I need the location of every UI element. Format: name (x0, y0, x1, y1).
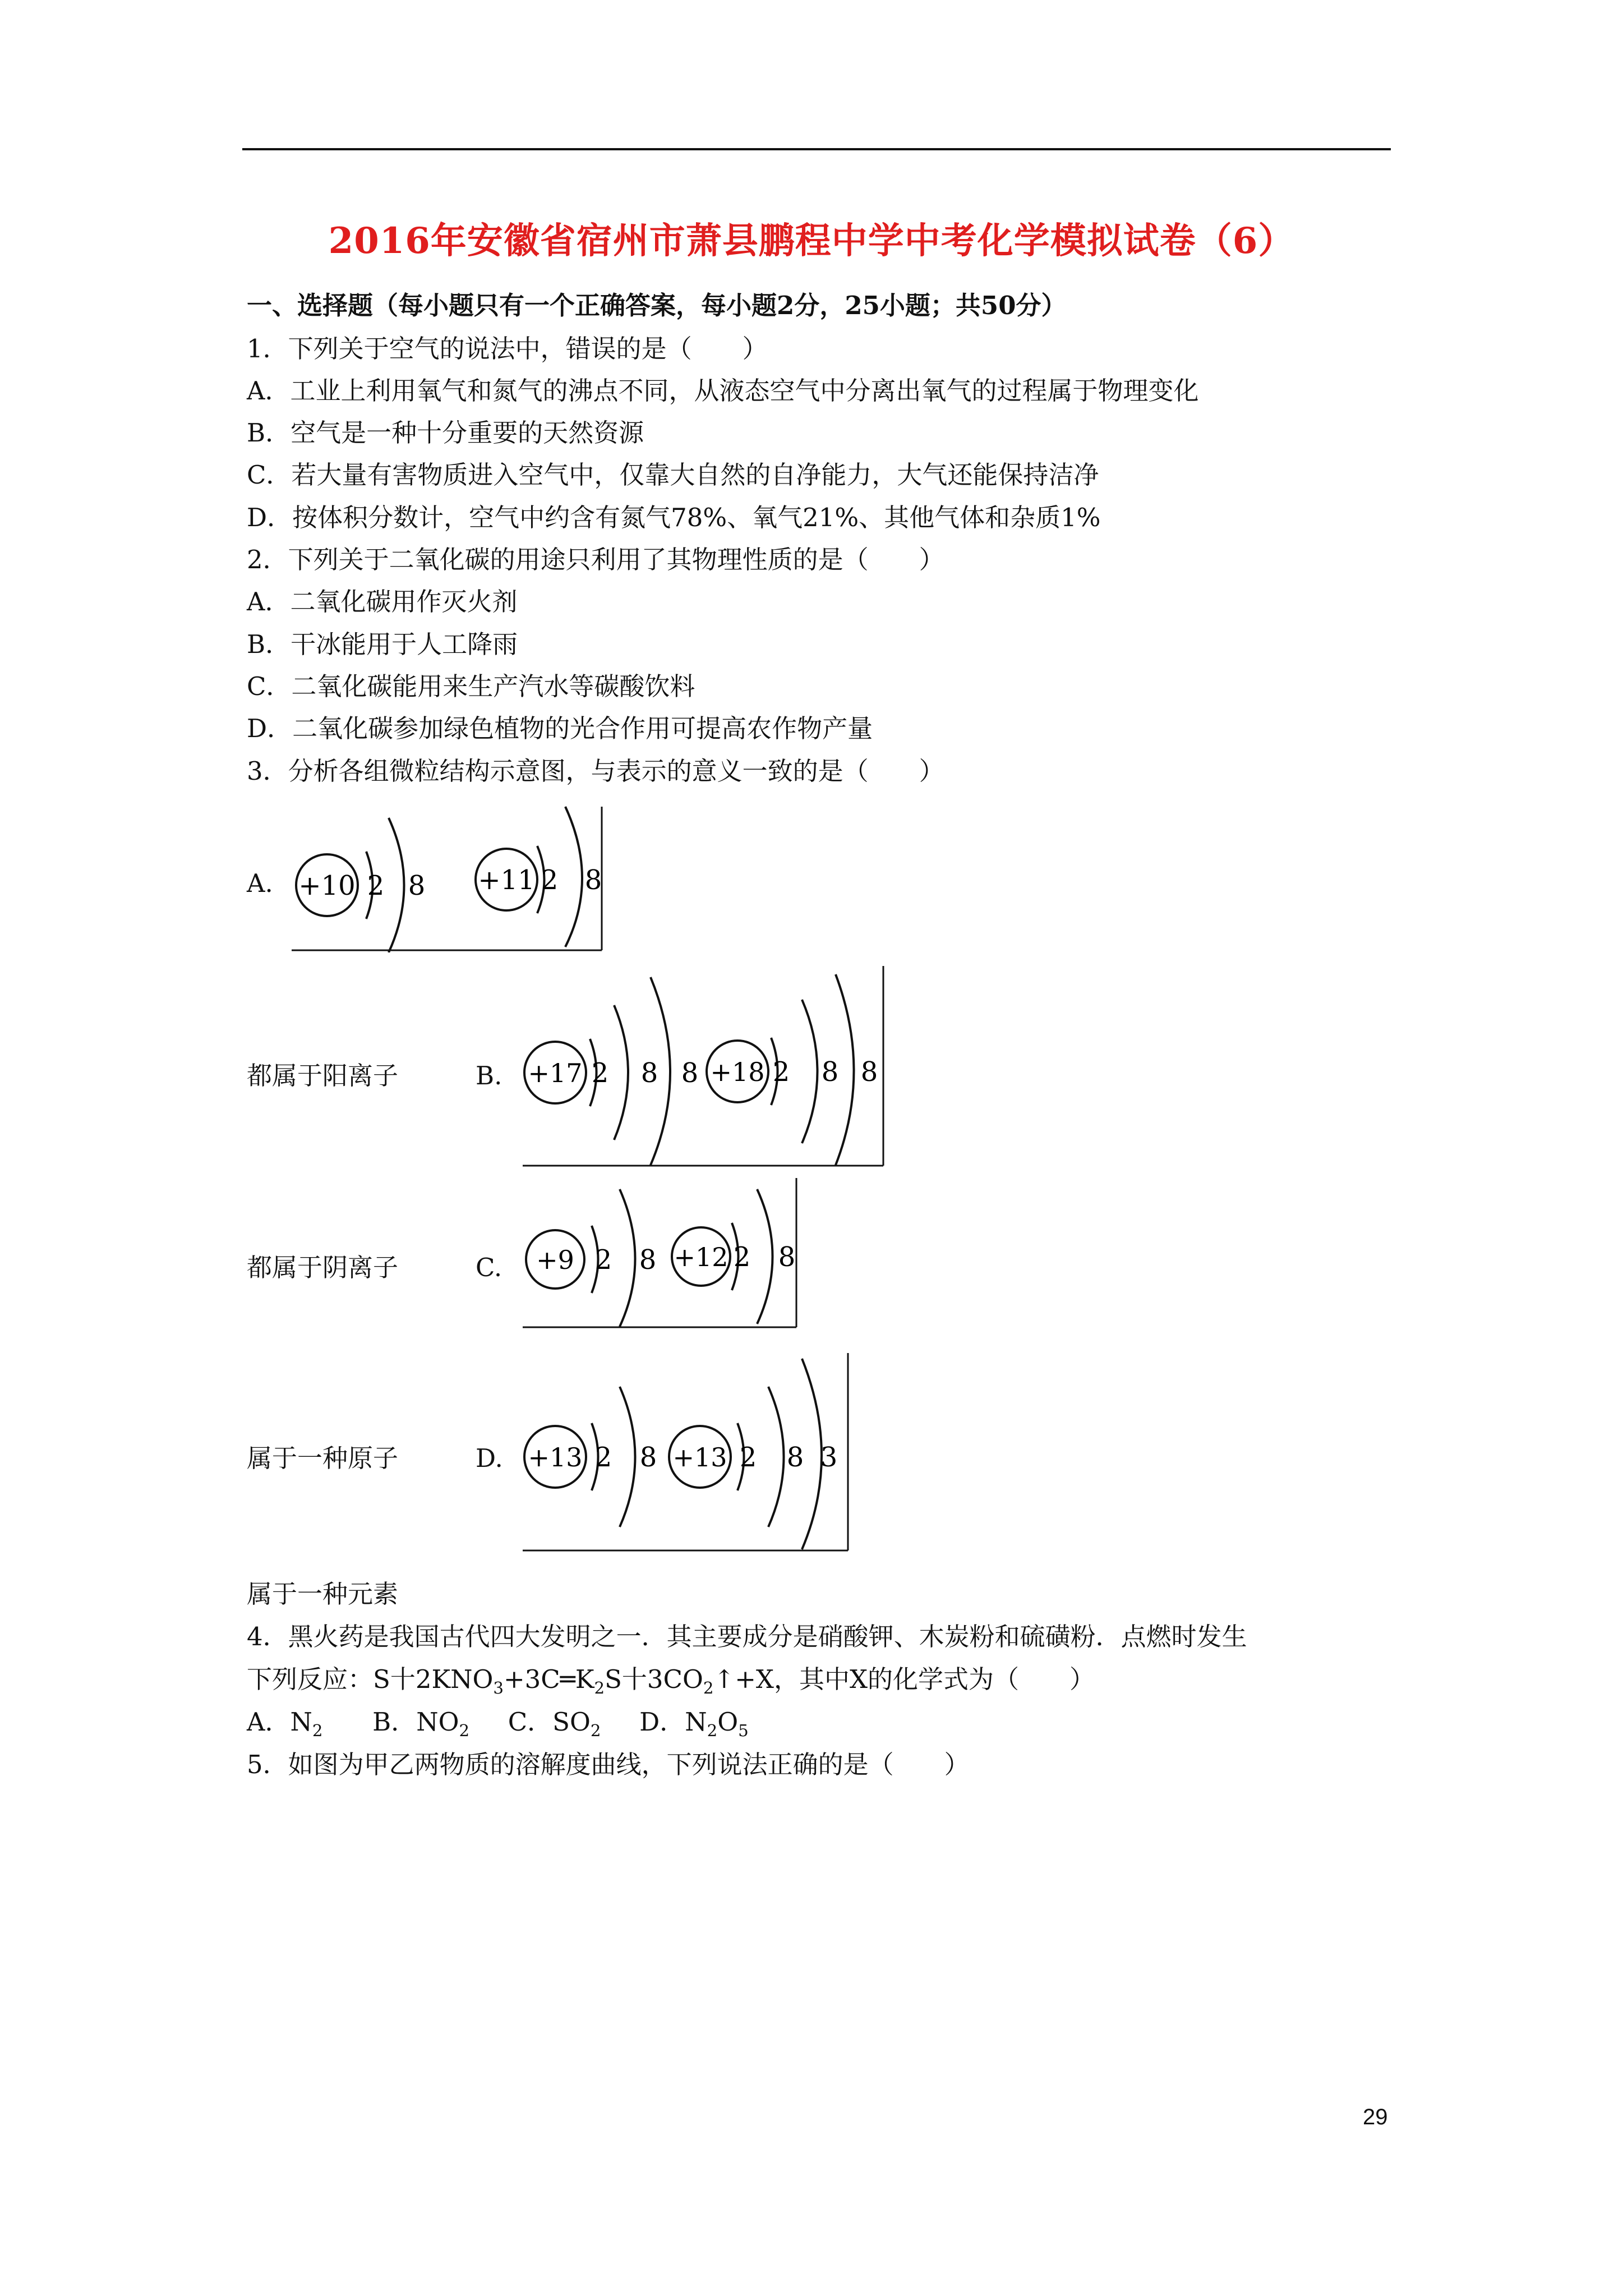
q2-stem: 2．下列关于二氧化碳的用途只利用了其物理性质的是（ ） (247, 545, 944, 574)
q2-option-b: B．干冰能用于人工降雨 (247, 629, 518, 659)
svg-text:3: 3 (820, 1442, 838, 1473)
svg-text:2: 2 (594, 1244, 612, 1276)
section-heading: 一、选择题（每小题只有一个正确答案，每小题2分，25小题；共50分） (247, 291, 1067, 320)
ion-c1 (526, 1189, 656, 1327)
q3-option-c-label: C. (476, 1253, 502, 1282)
page-number: 29 (1363, 2105, 1388, 2129)
q3-option-d-description: 属于一种元素 (247, 1579, 399, 1609)
svg-text:+9: +9 (536, 1245, 574, 1275)
svg-text:8: 8 (640, 1057, 658, 1089)
q1-option-b: B．空气是一种十分重要的天然资源 (247, 418, 644, 448)
svg-text:8: 8 (408, 870, 426, 901)
svg-text:8: 8 (584, 864, 602, 896)
svg-text:2: 2 (541, 864, 559, 896)
header-rule (242, 148, 1391, 150)
q3-option-a-diagram (291, 795, 605, 953)
q4-stem-line2: 下列反应：S十$2KNO_3+3C═K_2S$十$3CO_2↑+X$，其中X的化学式为（ ） (247, 1664, 1095, 1697)
q1-option-c: C．若大量有害物质进入空气中，仅靠大自然的自净能力，大气还能保持洁净 (247, 460, 1099, 490)
svg-text:+17: +17 (528, 1058, 583, 1088)
q4-options (247, 1705, 749, 1747)
q3-option-b-description: 都属于阴离子 (247, 1253, 399, 1282)
q3-option-a-description: 都属于阳离子 (247, 1061, 399, 1091)
q2-option-c: C．二氧化碳能用来生产汽水等碳酸饮料 (247, 671, 695, 701)
q1-option-d: D．按体积分数计，空气中约含有氮气78%、氧气21%、其他气体和杂质1% (247, 503, 1101, 532)
svg-text:+13: +13 (528, 1442, 583, 1473)
svg-text:2: 2 (591, 1057, 609, 1089)
q4-option-b: B．$NO_2$ (372, 1707, 470, 1740)
q4-option-d: D．$N_2O_5$ (639, 1707, 749, 1740)
ion-b1 (524, 977, 698, 1165)
q3-stem: 3．分析各组微粒结构示意图，与表示的意义一致的是（ ） (247, 756, 944, 786)
q2-option-a: A．二氧化碳用作灭火剂 (247, 587, 518, 616)
ion-a2 (476, 807, 602, 947)
ion-a1 (296, 818, 425, 953)
q3-option-c-diagram (522, 1178, 802, 1329)
svg-text:+18: +18 (710, 1057, 765, 1087)
svg-text:8: 8 (639, 1442, 657, 1473)
q3-option-c-description: 属于一种原子 (247, 1443, 399, 1473)
svg-text:8: 8 (860, 1056, 878, 1088)
ion-b2 (707, 974, 878, 1165)
svg-text:8: 8 (821, 1056, 839, 1088)
ion-c2 (672, 1189, 795, 1324)
q5-stem: 5．如图为甲乙两物质的溶解度曲线，下列说法正确的是（ ） (247, 1750, 970, 1779)
svg-text:2: 2 (367, 870, 385, 901)
q1-stem: 1．下列关于空气的说法中，错误的是（ ） (247, 334, 768, 364)
q1-option-a: A．工业上利用氧气和氮气的沸点不同，从液态空气中分离出氧气的过程属于物理变化 (247, 376, 1199, 406)
svg-text:8: 8 (778, 1241, 796, 1273)
q3-option-b-diagram (522, 966, 886, 1168)
q4-option-a: A．$N_2$ (247, 1707, 323, 1740)
svg-text:+11: +11 (478, 864, 535, 896)
svg-text:2: 2 (772, 1056, 790, 1088)
ion-d1 (524, 1387, 657, 1527)
q4-stem-line1: 4．黑火药是我国古代四大发明之一．其主要成分是硝酸钾、木炭粉和硫磺粉．点燃时发生 (247, 1622, 1247, 1651)
svg-text:8: 8 (639, 1244, 657, 1276)
svg-text:8: 8 (681, 1057, 699, 1089)
svg-text:+10: +10 (298, 870, 356, 901)
svg-text:+13: +13 (672, 1442, 727, 1473)
q3-option-b-label: B. (476, 1061, 502, 1091)
q3-option-d-diagram (522, 1353, 852, 1553)
svg-text:+12: +12 (674, 1242, 728, 1272)
svg-text:8: 8 (786, 1442, 804, 1473)
svg-text:2: 2 (733, 1241, 751, 1273)
svg-text:2: 2 (594, 1442, 612, 1473)
q3-option-d-label: D. (476, 1443, 503, 1473)
svg-text:2: 2 (739, 1442, 757, 1473)
ion-d2 (669, 1359, 837, 1549)
q3-option-a-label: A. (247, 868, 273, 898)
q2-option-d: D．二氧化碳参加绿色植物的光合作用可提高农作物产量 (247, 714, 873, 743)
q4-option-c: C．$SO_2$ (508, 1707, 601, 1740)
page-title: 2016年安徽省宿州市萧县鹏程中学中考化学模拟试卷（6） (328, 220, 1295, 262)
